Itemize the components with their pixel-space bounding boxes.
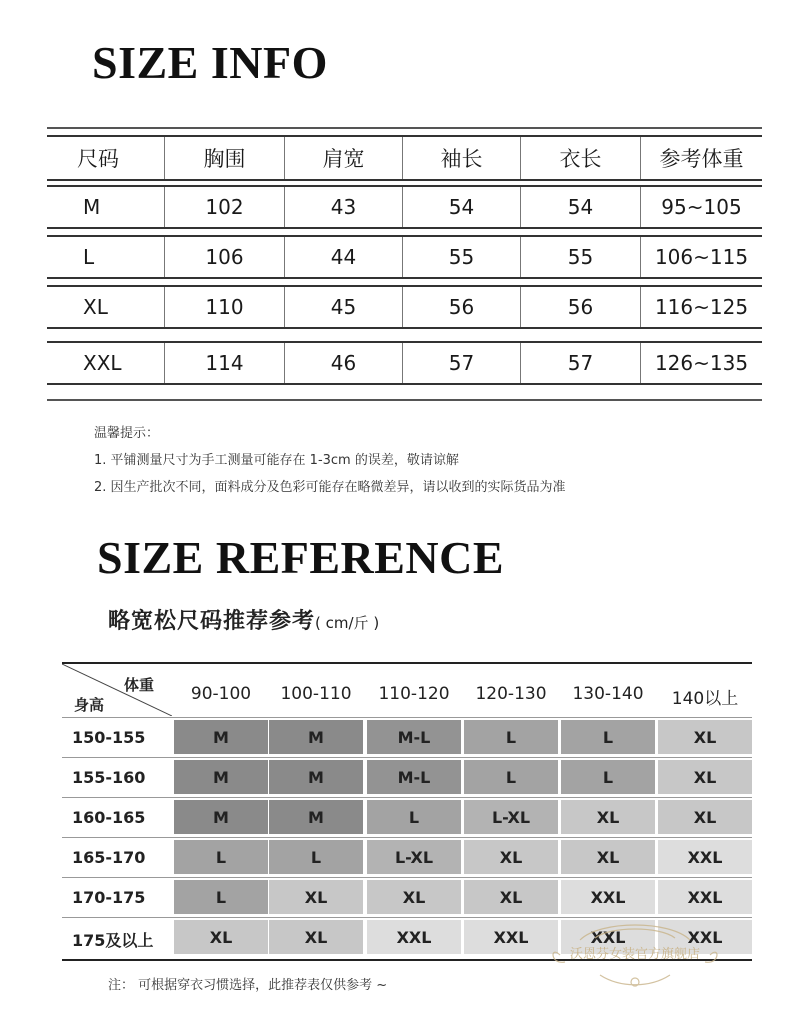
size-info-cell: XL xyxy=(47,287,165,327)
note-item-1: 1. 平铺测量尺寸为手工测量可能存在 1-3cm 的误差，敬请谅解 xyxy=(94,453,459,468)
size-cell: XL xyxy=(561,840,655,874)
size-info-header-cell: 尺码 xyxy=(47,137,165,179)
note-item-2: 2. 因生产批次不同，面料成分及色彩可能存在略微差异，请以收到的实际货品为准 xyxy=(94,480,566,495)
row-divider xyxy=(62,917,752,918)
size-cell: XXL xyxy=(658,840,752,874)
size-cell: L xyxy=(561,720,655,754)
size-cell: XXL xyxy=(658,880,752,914)
height-label: 165-170 xyxy=(72,848,146,867)
footnote: 注： 可根据穿衣习惯选择，此推荐表仅供参考 ~ xyxy=(108,978,388,993)
size-info-row xyxy=(47,341,762,385)
size-info-cell: 56 xyxy=(403,287,521,327)
size-cell: XL xyxy=(269,880,363,914)
size-info-header-cell: 参考体重 xyxy=(659,147,744,171)
size-info-cell: 116~125 xyxy=(654,295,749,319)
size-info-cell: M xyxy=(47,187,165,227)
reference-subtitle-text: 略宽松尺码推荐参考 xyxy=(108,609,316,634)
height-label: 155-160 xyxy=(72,768,146,787)
size-cell: XL xyxy=(174,920,268,954)
size-info-cell: 44 xyxy=(285,237,403,277)
size-cell: XXL xyxy=(561,880,655,914)
row-divider xyxy=(62,877,752,878)
size-cell: M xyxy=(269,720,363,754)
size-cell: M xyxy=(174,800,268,834)
height-label: 170-175 xyxy=(72,888,146,907)
size-info-cell: 114 xyxy=(165,343,285,383)
size-info-cell: 55 xyxy=(403,237,521,277)
size-cell: L-XL xyxy=(367,840,461,874)
size-cell: L xyxy=(367,800,461,834)
size-cell: L xyxy=(464,720,558,754)
size-info-table xyxy=(47,127,762,401)
size-cell: M-L xyxy=(367,760,461,794)
size-cell: L xyxy=(174,840,268,874)
reference-unit: ( cm/斤 ) xyxy=(315,614,380,632)
size-reference-title: SIZE REFERENCE xyxy=(97,532,505,583)
size-info-header-cell: 胸围 xyxy=(165,137,285,179)
row-divider xyxy=(62,717,752,718)
size-info-header-row xyxy=(47,135,762,181)
size-cell: XXL xyxy=(658,920,752,954)
size-cell: XL xyxy=(658,720,752,754)
size-cell: M xyxy=(174,720,268,754)
size-cell: XL xyxy=(464,880,558,914)
corner-weight-label: 体重 xyxy=(124,676,155,694)
size-info-cell: 43 xyxy=(285,187,403,227)
weight-header: 130-140 xyxy=(572,684,644,704)
row-divider xyxy=(62,797,752,798)
reference-subtitle xyxy=(108,604,379,635)
size-cell: L-XL xyxy=(464,800,558,834)
size-reference-table xyxy=(62,662,752,961)
weight-header: 90-100 xyxy=(190,684,252,704)
size-cell: XL xyxy=(658,760,752,794)
weight-header: 140以上 xyxy=(671,689,739,709)
weight-header: 110-120 xyxy=(378,684,450,704)
size-cell: XL xyxy=(269,920,363,954)
size-info-cell: 106~115 xyxy=(654,245,749,269)
size-info-header-cell: 肩宽 xyxy=(285,137,403,179)
size-cell: L xyxy=(464,760,558,794)
size-cell: L xyxy=(174,880,268,914)
notes-title: 温馨提示： xyxy=(94,426,160,441)
size-cell: XL xyxy=(658,800,752,834)
size-info-cell: L xyxy=(47,237,165,277)
corner-height-label: 身高 xyxy=(74,696,105,714)
watermark-text: 沃恩芬女装官方旗舰店 xyxy=(569,947,701,962)
row-divider xyxy=(62,757,752,758)
size-info-cell: 56 xyxy=(521,287,641,327)
notes xyxy=(94,420,566,501)
size-info-cell: XXL xyxy=(47,343,165,383)
size-info-cell: 126~135 xyxy=(654,351,749,375)
size-info-title: SIZE INFO xyxy=(92,37,328,88)
size-cell: XL xyxy=(561,800,655,834)
size-cell: XXL xyxy=(561,920,655,954)
size-info-cell: 57 xyxy=(521,343,641,383)
size-cell: XL xyxy=(367,880,461,914)
size-info-cell: 54 xyxy=(521,187,641,227)
store-watermark xyxy=(540,920,730,990)
size-cell: M-L xyxy=(367,720,461,754)
size-info-header-cell: 袖长 xyxy=(403,137,521,179)
size-cell: L xyxy=(561,760,655,794)
size-cell: XXL xyxy=(367,920,461,954)
weight-header: 100-110 xyxy=(280,684,352,704)
size-info-cell: 45 xyxy=(285,287,403,327)
size-info-row xyxy=(47,185,762,229)
size-info-cell: 55 xyxy=(521,237,641,277)
size-info-cell: 57 xyxy=(403,343,521,383)
size-cell: M xyxy=(174,760,268,794)
size-cell: M xyxy=(269,800,363,834)
size-info-cell: 106 xyxy=(165,237,285,277)
size-info-row xyxy=(47,285,762,329)
size-info-cell: 54 xyxy=(403,187,521,227)
size-info-row xyxy=(47,235,762,279)
weight-header: 120-130 xyxy=(475,684,547,704)
height-label: 175及以上 xyxy=(72,931,154,950)
size-cell: XXL xyxy=(464,920,558,954)
size-info-cell: 46 xyxy=(285,343,403,383)
size-info-header-cell: 衣长 xyxy=(521,137,641,179)
size-cell: M xyxy=(269,760,363,794)
size-info-cell: 110 xyxy=(165,287,285,327)
row-divider xyxy=(62,837,752,838)
size-info-cell: 102 xyxy=(165,187,285,227)
size-info-cell: 95~105 xyxy=(661,195,742,219)
size-cell: XL xyxy=(464,840,558,874)
height-label: 160-165 xyxy=(72,808,146,827)
height-label: 150-155 xyxy=(72,728,146,747)
size-cell: L xyxy=(269,840,363,874)
